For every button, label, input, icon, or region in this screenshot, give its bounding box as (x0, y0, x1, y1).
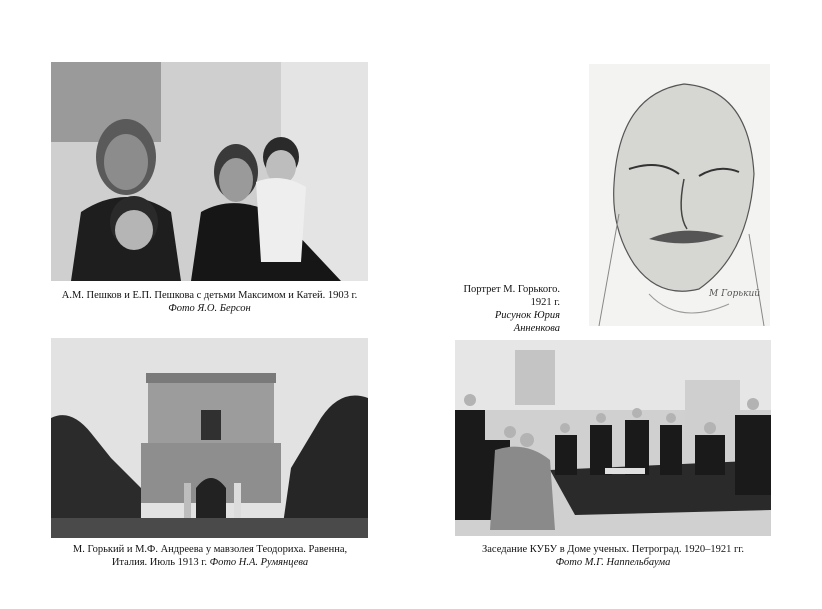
caption-line-2: Италия. Июль 1913 г. (111, 557, 207, 568)
meeting-photo (455, 340, 771, 536)
portrait-caption (440, 283, 560, 335)
credit-line-2: Анненкова (513, 323, 560, 334)
photo-credit: Фото М.Г. Наппельбаума (555, 557, 671, 568)
photo-credit: Фото Н.А. Румянцева (209, 557, 309, 568)
mausoleum-photo (51, 338, 368, 538)
portrait-drawing (589, 64, 770, 326)
photo-credit: Фото Я.О. Берсон (168, 303, 251, 314)
mausoleum-caption (40, 543, 380, 569)
caption-text: А.М. Пешков и Е.П. Пешкова с детьми Максимом и Катей. 1903 г. (61, 290, 358, 301)
meeting-caption (445, 543, 781, 569)
family-photo (51, 62, 368, 281)
caption-line-2: 1921 г. (530, 297, 560, 308)
credit-line-1: Рисунок Юрия (494, 310, 560, 321)
family-photo-caption (51, 289, 368, 315)
caption-text: Заседание КУБУ в Доме ученых. Петроград. 1920–1921 гг. (482, 544, 744, 555)
caption-line-1: М. Горький и М.Ф. Андреева у мавзолея Теодориха. Равенна, (72, 544, 348, 555)
caption-line-1: Портрет М. Горького. (463, 284, 560, 295)
svg-text:М Горький: М Горький (709, 289, 761, 299)
